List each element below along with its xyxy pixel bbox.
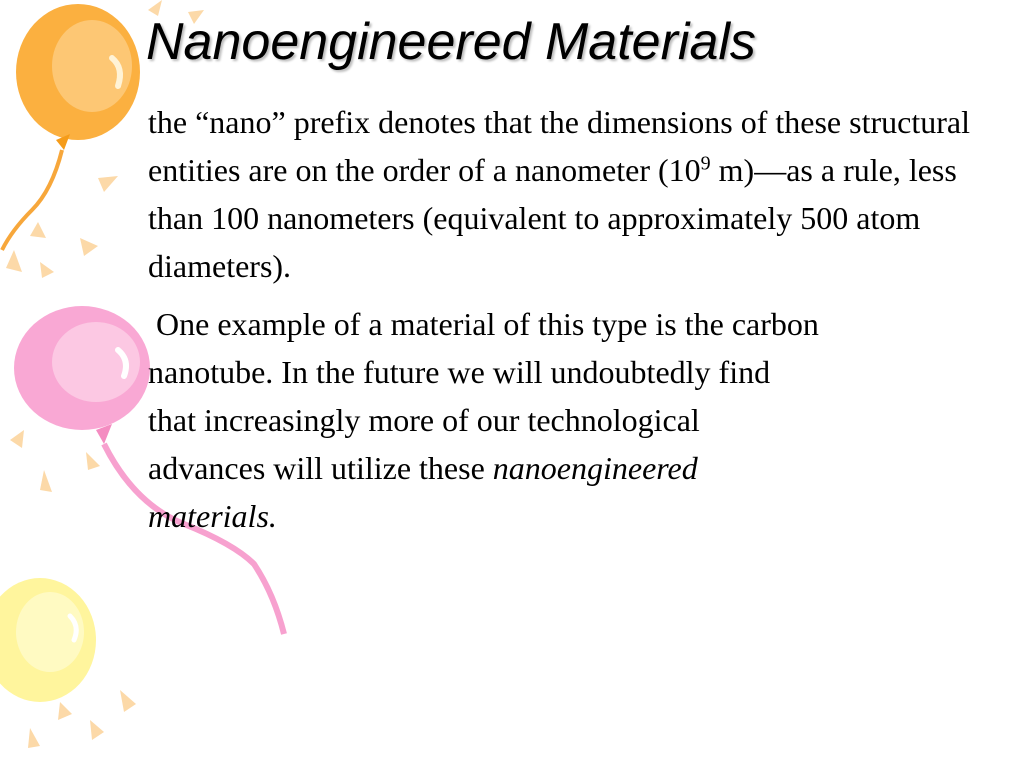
italic-term: nanoengineered	[492, 450, 698, 486]
paragraph1-text: the “nano” prefix denotes that the dimensions of these structural entities are on the order of a nanometer (10	[148, 104, 970, 188]
slide-body	[148, 98, 1018, 540]
yellow-balloon-icon	[0, 578, 96, 702]
paragraph1-text-end: m)—as a rule, less than 100 nanometers (equivalent to approximately 500 atom diameters).	[148, 152, 957, 284]
paragraph2-line: nanotube. In the future we will undoubtedly find	[148, 354, 771, 390]
slide-title: Nanoengineered Materials	[146, 13, 756, 71]
exponent: 9	[700, 152, 711, 175]
paragraph-carbon-nanotube	[148, 300, 1018, 540]
italic-term-end: materials.	[148, 498, 277, 534]
paragraph2-line: One example of a material of this type is the carbon	[148, 306, 819, 342]
paragraph2-line: that increasingly more of our technological	[148, 402, 700, 438]
paragraph2-line: advances will utilize these	[148, 450, 493, 486]
orange-balloon-icon	[2, 4, 140, 250]
paragraph-nano-definition	[148, 98, 1018, 290]
